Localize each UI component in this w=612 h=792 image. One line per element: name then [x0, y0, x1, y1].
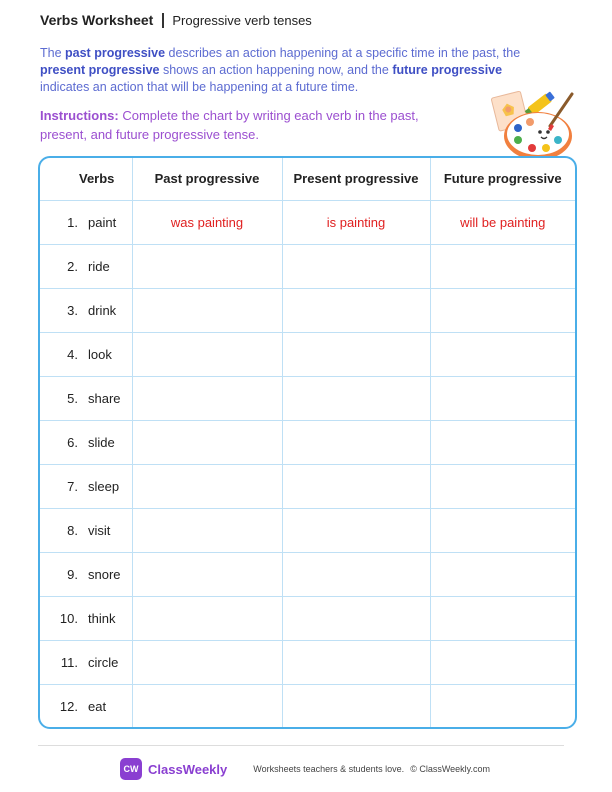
table-row: [40, 332, 575, 376]
present-progressive-answer[interactable]: [282, 464, 430, 508]
future-progressive-answer[interactable]: [430, 508, 575, 552]
verb-text: share: [88, 390, 121, 406]
row-number: 2.: [67, 258, 78, 274]
table-row: [40, 376, 575, 420]
verb-chart: [38, 156, 577, 729]
table-row: [40, 420, 575, 464]
footer-copyright: © ClassWeekly.com: [410, 764, 491, 774]
future-progressive-answer[interactable]: [430, 420, 575, 464]
header-verbs: Verbs: [40, 158, 132, 200]
future-progressive-answer[interactable]: [430, 596, 575, 640]
past-progressive-answer[interactable]: [132, 596, 282, 640]
row-number: 8.: [67, 522, 78, 538]
table-row: [40, 508, 575, 552]
table-row: [40, 288, 575, 332]
future-progressive-answer[interactable]: [430, 464, 575, 508]
past-progressive-answer[interactable]: [132, 376, 282, 420]
footer-tagline: Worksheets teachers & students love.: [253, 764, 405, 774]
present-progressive-answer[interactable]: [282, 244, 430, 288]
verb-text: think: [88, 610, 116, 626]
verb-cell: [40, 288, 132, 332]
intro-text-3: shows an action happening now, and the: [159, 63, 393, 77]
verb-cell: [40, 376, 132, 420]
future-progressive-answer[interactable]: [430, 552, 575, 596]
verb-text: sleep: [88, 478, 120, 494]
past-progressive-answer[interactable]: [132, 244, 282, 288]
future-progressive-answer[interactable]: [430, 288, 575, 332]
verb-text: circle: [88, 654, 119, 670]
present-progressive-answer[interactable]: [282, 332, 430, 376]
instructions-paragraph: [40, 106, 460, 144]
present-progressive-answer[interactable]: [282, 508, 430, 552]
past-progressive-answer[interactable]: [132, 552, 282, 596]
intro-paragraph: [40, 45, 530, 96]
table-row: [40, 200, 575, 244]
verb-text: visit: [88, 522, 111, 538]
table-row: [40, 464, 575, 508]
classweekly-logo: CW: [120, 758, 142, 780]
present-progressive-answer[interactable]: [282, 376, 430, 420]
verb-text: paint: [88, 214, 117, 230]
row-number: 5.: [67, 390, 78, 406]
present-progressive-answer[interactable]: [282, 684, 430, 728]
row-number: 9.: [67, 566, 78, 582]
present-progressive-answer[interactable]: [282, 420, 430, 464]
row-number: 1.: [67, 214, 78, 230]
past-progressive-answer[interactable]: [132, 640, 282, 684]
instructions-label: Instructions:: [40, 108, 119, 123]
present-progressive-answer[interactable]: [282, 596, 430, 640]
future-progressive-answer[interactable]: [430, 332, 575, 376]
future-progressive-answer[interactable]: [430, 684, 575, 728]
verb-cell: [40, 552, 132, 596]
verb-cell: [40, 332, 132, 376]
table-row: [40, 684, 575, 728]
worksheet-header: [40, 12, 312, 28]
past-progressive-answer[interactable]: was painting: [132, 200, 282, 244]
row-number: 10.: [59, 610, 78, 626]
intro-text-1: The: [40, 46, 66, 60]
row-number: 11.: [60, 654, 78, 670]
footer-divider: [38, 745, 564, 746]
header-past-progressive: Past progressive: [132, 158, 282, 200]
verb-text: ride: [88, 258, 110, 274]
verb-cell: [40, 508, 132, 552]
brand-name: ClassWeekly: [148, 761, 228, 777]
verb-cell: [40, 640, 132, 684]
verb-table: [40, 158, 575, 728]
header-future-progressive: Future progressive: [430, 158, 575, 200]
intro-text-2: describes an action happening at a specific time in the past, the: [165, 46, 521, 60]
past-progressive-answer[interactable]: [132, 420, 282, 464]
verb-text: eat: [88, 698, 107, 714]
table-header-row: [40, 158, 575, 200]
present-progressive-answer[interactable]: is painting: [282, 200, 430, 244]
verb-cell: [40, 684, 132, 728]
row-number: 6.: [67, 434, 78, 450]
row-number: 4.: [67, 346, 78, 362]
verb-cell: [40, 420, 132, 464]
future-progressive-answer[interactable]: [430, 376, 575, 420]
future-progressive-answer[interactable]: [430, 640, 575, 684]
verb-text: drink: [88, 302, 117, 318]
header-divider: [162, 13, 164, 28]
verb-text: slide: [88, 434, 115, 450]
row-number: 3.: [67, 302, 78, 318]
worksheet-title: Verbs Worksheet: [40, 12, 154, 28]
row-number: 7.: [67, 478, 78, 494]
paint-palette-icon: [488, 84, 580, 164]
header-present-progressive: Present progressive: [282, 158, 430, 200]
verb-cell: [40, 244, 132, 288]
present-progressive-answer[interactable]: [282, 640, 430, 684]
past-progressive-answer[interactable]: [132, 464, 282, 508]
verb-text: look: [88, 346, 112, 362]
present-progressive-answer[interactable]: [282, 288, 430, 332]
verb-cell: [40, 200, 132, 244]
table-row: [40, 244, 575, 288]
instructions-text: Complete the chart by writing each verb in the past, present, and future progressive tense.: [40, 108, 419, 142]
past-progressive-answer[interactable]: [132, 508, 282, 552]
past-progressive-answer[interactable]: [132, 332, 282, 376]
intro-text-4: indicates an action that will be happening at a future time.: [40, 80, 359, 94]
footer: [120, 758, 490, 780]
term-future-progressive: future progressive: [392, 63, 503, 77]
row-number: 12.: [59, 698, 78, 714]
verb-cell: [40, 464, 132, 508]
verb-text: snore: [88, 566, 121, 582]
term-present-progressive: present progressive: [40, 63, 160, 77]
worksheet-subtitle: Progressive verb tenses: [172, 12, 312, 28]
future-progressive-answer[interactable]: [430, 244, 575, 288]
table-row: [40, 596, 575, 640]
future-progressive-answer[interactable]: will be painting: [430, 200, 575, 244]
verb-cell: [40, 596, 132, 640]
table-row: [40, 552, 575, 596]
past-progressive-answer[interactable]: [132, 684, 282, 728]
table-row: [40, 640, 575, 684]
present-progressive-answer[interactable]: [282, 552, 430, 596]
past-progressive-answer[interactable]: [132, 288, 282, 332]
term-past-progressive: past progressive: [65, 46, 166, 60]
